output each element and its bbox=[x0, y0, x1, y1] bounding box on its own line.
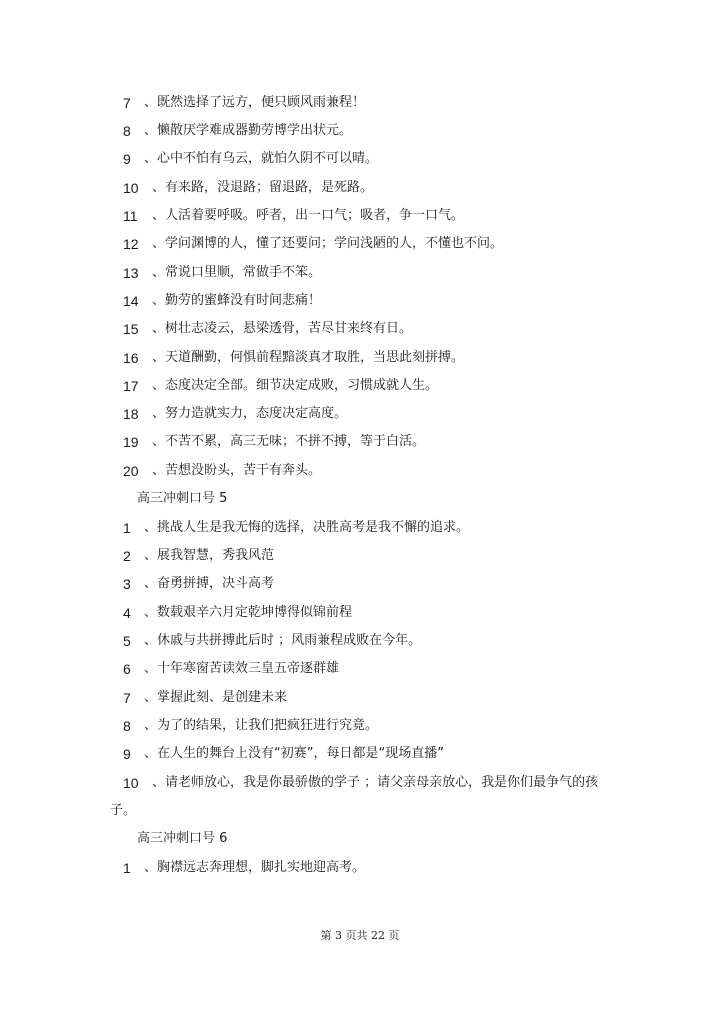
item-number: 2 bbox=[123, 548, 131, 564]
item-number: 8 bbox=[123, 123, 131, 139]
list-item bbox=[0, 148, 720, 170]
item-number: 20 bbox=[123, 463, 139, 479]
list-item bbox=[0, 602, 720, 624]
item-text: 、数载艰辛六月定乾坤博得似锦前程 bbox=[144, 605, 353, 620]
list-item bbox=[0, 545, 720, 567]
item-number: 4 bbox=[123, 605, 131, 621]
item-text: 、不苦不累，高三无味；不拼不搏，等于白活。 bbox=[152, 434, 426, 449]
item-number: 10 bbox=[123, 180, 139, 196]
list-item bbox=[0, 772, 720, 794]
list-item bbox=[0, 517, 720, 539]
page-footer: 第 3 页共 22 页 bbox=[320, 929, 400, 942]
item-text: 、掌握此刻、是创建未来 bbox=[144, 690, 288, 705]
list-item bbox=[0, 233, 720, 255]
item-number: 10 bbox=[123, 775, 139, 791]
item-number: 3 bbox=[123, 576, 131, 592]
item-number: 6 bbox=[123, 661, 131, 677]
item-text: 、为了的结果，让我们把疯狂进行究竟。 bbox=[144, 718, 379, 733]
item-text: 、树壮志凌云，悬梁透骨，苦尽甘来终有日。 bbox=[152, 321, 413, 336]
item-text: 、学问渊博的人，懂了还要问；学问浅陋的人，不懂也不问。 bbox=[152, 236, 504, 251]
section-heading: 高三冲刺口号 6 bbox=[137, 831, 228, 846]
item-text: 、挑战人生是我无悔的选择，决胜高考是我不懈的追求。 bbox=[144, 520, 470, 535]
list-item bbox=[0, 403, 720, 425]
item-text: 、天道酬勤，何惧前程黯淡真才取胜，当思此刻拼搏。 bbox=[152, 350, 465, 365]
list-item bbox=[0, 205, 720, 227]
list-item bbox=[0, 177, 720, 199]
item-text: 、心中不怕有乌云，就怕久阴不可以晴。 bbox=[144, 151, 379, 166]
section-heading: 高三冲刺口号 5 bbox=[137, 491, 228, 506]
list-item bbox=[0, 743, 720, 765]
item-text: 、勤劳的蜜蜂没有时间悲痛！ bbox=[152, 293, 322, 308]
item-text: 、懒散厌学难成器勤劳博学出状元。 bbox=[144, 123, 353, 138]
list-item bbox=[0, 630, 720, 652]
list-item bbox=[0, 431, 720, 453]
list-item bbox=[0, 573, 720, 595]
list-item bbox=[0, 290, 720, 312]
item-number: 7 bbox=[123, 690, 131, 706]
item-text: 、常说口里顺，常做手不笨。 bbox=[152, 265, 322, 280]
item-number: 8 bbox=[123, 718, 131, 734]
item-text: 、在人生的舞台上没有“初赛”，每日都是“现场直播” bbox=[144, 746, 444, 761]
list-item bbox=[0, 658, 720, 680]
item-number: 1 bbox=[123, 520, 131, 536]
list-item bbox=[0, 857, 720, 879]
item-number: 5 bbox=[123, 633, 131, 649]
item-number: 12 bbox=[123, 236, 139, 252]
item-number: 14 bbox=[123, 293, 139, 309]
list-item bbox=[0, 687, 720, 709]
item-number: 1 bbox=[123, 860, 131, 876]
item-text: 、十年寒窗苦读效三皇五帝逐群雄 bbox=[144, 661, 340, 676]
item-text: 、态度决定全部。细节决定成败，习惯成就人生。 bbox=[152, 378, 439, 393]
item-number: 15 bbox=[123, 321, 139, 337]
list-item bbox=[0, 715, 720, 737]
item-text: 、努力造就实力，态度决定高度。 bbox=[152, 406, 348, 421]
item-number: 9 bbox=[123, 746, 131, 762]
item-text: 、展我智慧，秀我风范 bbox=[144, 548, 275, 563]
item-text: 、有来路，没退路；留退路，是死路。 bbox=[152, 180, 374, 195]
list-item bbox=[0, 92, 720, 114]
item-number: 7 bbox=[123, 95, 131, 111]
item-number: 17 bbox=[123, 378, 139, 394]
item-number: 16 bbox=[123, 350, 139, 366]
item-text: 、请老师放心，我是你最骄傲的学子 ；请父亲母亲放心，我是你们最争气的孩 bbox=[152, 775, 599, 790]
list-item bbox=[0, 347, 720, 369]
item-text: 、胸襟远志奔理想，脚扎实地迎高考。 bbox=[144, 860, 366, 875]
item-text: 、既然选择了远方，便只顾风雨兼程！ bbox=[144, 95, 366, 110]
item-number: 11 bbox=[123, 208, 138, 224]
item-number: 13 bbox=[123, 265, 139, 281]
list-item bbox=[0, 262, 720, 284]
list-item bbox=[0, 318, 720, 340]
list-item bbox=[0, 375, 720, 397]
item-text: 、休戚与共拼搏此后时 ；风雨兼程成败在今年。 bbox=[144, 633, 422, 648]
item-text-continuation: 子。 bbox=[110, 803, 137, 818]
item-text: 、奋勇拼搏，决斗高考 bbox=[144, 576, 275, 591]
list-item bbox=[0, 460, 720, 482]
item-number: 9 bbox=[123, 151, 131, 167]
item-number: 18 bbox=[123, 406, 139, 422]
list-item bbox=[0, 120, 720, 142]
item-text: 、苦想没盼头，苦干有奔头。 bbox=[152, 463, 322, 478]
item-number: 19 bbox=[123, 434, 139, 450]
item-text: 、人活着要呼吸。呼者，出一口气；吸者，争一口气。 bbox=[152, 208, 465, 223]
